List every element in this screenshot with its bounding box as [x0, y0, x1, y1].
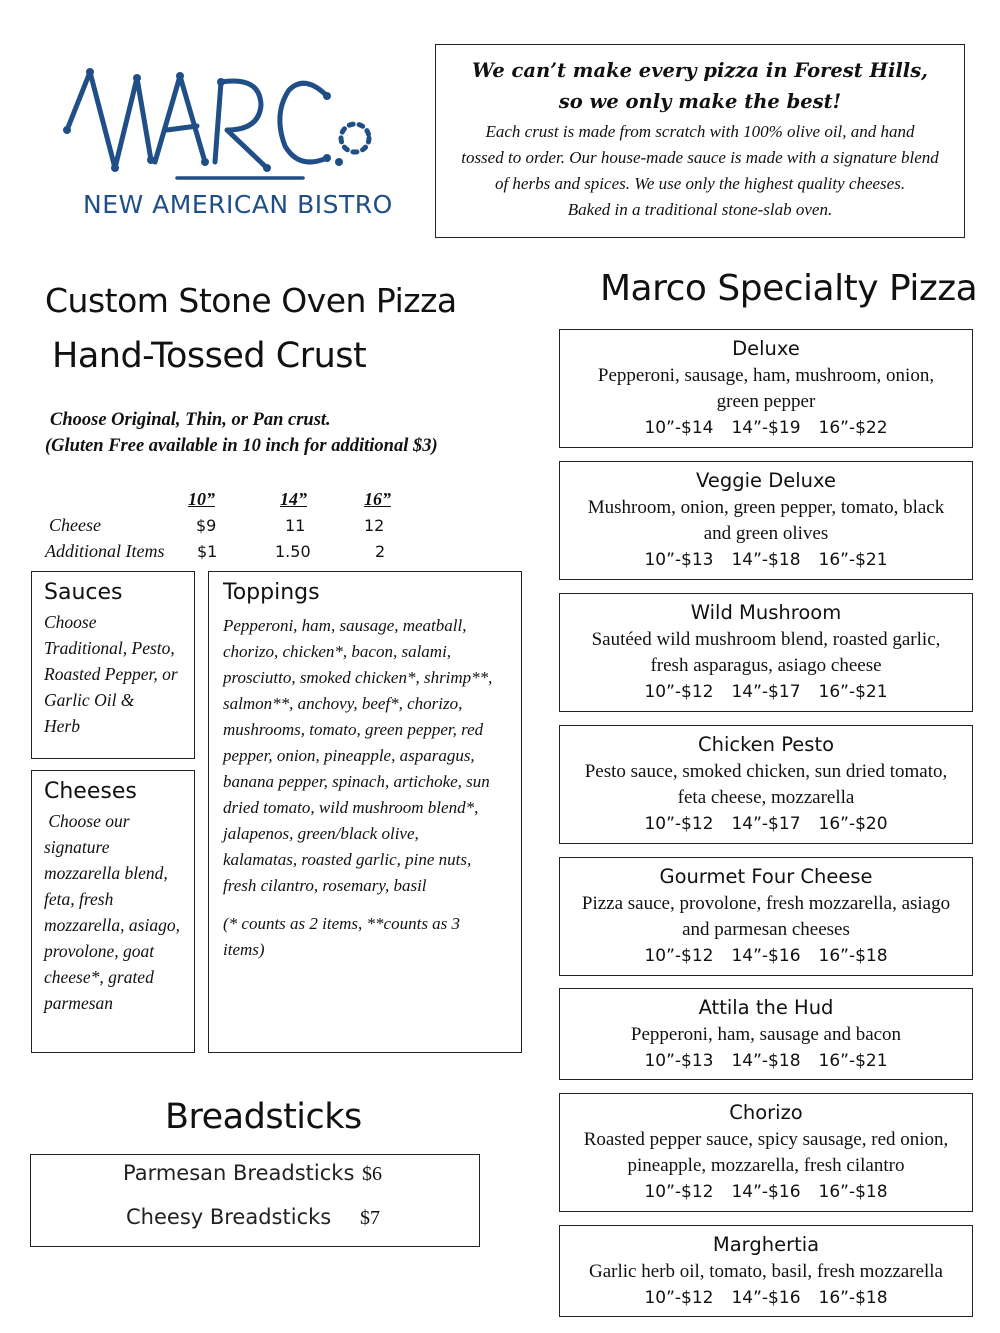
pizza-prices [560, 415, 972, 441]
toppings-line: fresh cilantro, rosemary, basil [223, 876, 427, 895]
price-14: 14”-$16 [731, 1288, 801, 1308]
intro-body [436, 119, 964, 223]
breadsticks-box [30, 1154, 480, 1247]
pizza-description: Pesto sauce, smoked chicken, sun dried tomato, [584, 761, 948, 782]
price-16: 16”-$18 [818, 1182, 888, 1202]
marco-logo-graphic [55, 50, 405, 200]
cheeses-line: parmesan [44, 993, 114, 1013]
sauces-line: Roasted Pepper, or [44, 664, 178, 684]
toppings-line: dried tomato, wild mushroom blend*, [223, 798, 479, 817]
toppings-note-line: items) [223, 940, 265, 959]
price-16: 16”-$21 [818, 550, 888, 570]
toppings-line: mushrooms, tomato, green pepper, red [223, 720, 484, 739]
specialty-pizza-card [559, 857, 973, 976]
pizza-prices [560, 811, 972, 837]
additional-price-14: 1.50 [275, 542, 311, 561]
pizza-description: Sautéed wild mushroom blend, roasted garlic, [591, 629, 941, 650]
pizza-prices [560, 943, 972, 969]
pizza-description: feta cheese, mozzarella [677, 787, 855, 808]
toppings-note [223, 911, 507, 963]
price-14: 14”-$16 [731, 1182, 801, 1202]
cheeses-line: mozzarella blend, [44, 863, 168, 883]
toppings-line: jalapenos, green/black olive, [223, 824, 419, 843]
cheeses-title: Cheeses [44, 779, 137, 804]
pizza-name: Deluxe [732, 337, 800, 360]
breadstick-name: Cheesy Breadsticks [126, 1205, 332, 1229]
price-14: 14”-$19 [731, 418, 801, 438]
pizza-prices [560, 1285, 972, 1311]
price-14: 14”-$17 [731, 682, 801, 702]
sauces-box [31, 571, 195, 759]
cheeses-line: provolone, goat [44, 941, 155, 961]
specialty-pizza-card [559, 461, 973, 580]
size-header-14: 14” [280, 489, 307, 509]
pizza-name: Marghertia [712, 1233, 820, 1256]
price-14: 14”-$18 [731, 1051, 801, 1071]
specialty-pizza-card [559, 1225, 973, 1317]
sauces-line: Herb [44, 716, 80, 736]
cheeses-box [31, 770, 195, 1053]
intro-headline-1: We can’t make every pizza in Forest Hills, [472, 59, 928, 82]
intro-headline-2: so we only make the best! [558, 90, 842, 113]
specialty-pizza-card [559, 988, 973, 1080]
toppings-line: prosciutto, smoked chicken*, shrimp**, [223, 668, 493, 687]
sauces-line: Choose [44, 612, 97, 632]
cheese-price-10: $9 [196, 516, 217, 535]
crust-title: Hand-Tossed Crust [52, 336, 367, 376]
breadstick-price: $7 [360, 1207, 380, 1229]
additional-price-10: $1 [197, 542, 218, 561]
intro-line: Baked in a traditional stone-slab oven. [567, 200, 833, 219]
sauces-title: Sauces [44, 580, 123, 605]
sauces-line: Garlic Oil & [44, 690, 135, 710]
pizza-name: Attila the Hud [698, 996, 834, 1019]
price-14: 14”-$17 [731, 814, 801, 834]
cheese-price-14: 11 [285, 516, 306, 535]
pizza-name: Gourmet Four Cheese [659, 865, 873, 888]
toppings-line: kalamatas, roasted garlic, pine nuts, [223, 850, 472, 869]
custom-pizza-title: Custom Stone Oven Pizza [45, 281, 457, 320]
additional-items-label: Additional Items [45, 541, 165, 561]
pizza-prices [560, 679, 972, 705]
cheeses-line: signature [44, 837, 110, 857]
logo-subtitle: NEW AMERICAN BISTRO [83, 190, 393, 219]
price-14: 14”-$16 [731, 946, 801, 966]
price-16: 16”-$18 [818, 946, 888, 966]
specialty-pizza-card [559, 725, 973, 844]
breadsticks-title: Breadsticks [165, 1097, 362, 1137]
pizza-description: Pizza sauce, provolone, fresh mozzarella, asiago [581, 893, 951, 914]
pizza-description: Pepperoni, sausage, ham, mushroom, onion, [597, 365, 935, 386]
cheese-price-16: 12 [364, 516, 385, 535]
price-16: 16”-$21 [818, 1051, 888, 1071]
price-10: 10”-$12 [644, 682, 714, 702]
pizza-name: Veggie Deluxe [696, 469, 836, 492]
pizza-description: Pepperoni, ham, sausage and bacon [630, 1024, 902, 1045]
pizza-description: Mushroom, onion, green pepper, tomato, black [587, 497, 945, 518]
breadstick-price: $6 [362, 1163, 382, 1185]
cheeses-line: mozzarella, asiago, [44, 915, 180, 935]
sauces-text [44, 609, 182, 739]
price-10: 10”-$14 [644, 418, 714, 438]
toppings-text [223, 613, 507, 899]
cheeses-line: cheese*, grated [44, 967, 154, 987]
cheese-label: Cheese [49, 515, 101, 535]
price-14: 14”-$18 [731, 550, 801, 570]
intro-box [435, 44, 965, 238]
price-16: 16”-$21 [818, 682, 888, 702]
price-10: 10”-$13 [644, 550, 714, 570]
pizza-name: Chicken Pesto [697, 733, 835, 756]
toppings-box [208, 571, 522, 1053]
pizza-name: Chorizo [729, 1101, 803, 1124]
intro-line: Each crust is made from scratch with 100% olive oil, and hand [485, 122, 915, 141]
specialty-pizza-card [559, 1093, 973, 1212]
toppings-title: Toppings [223, 580, 320, 605]
price-10: 10”-$12 [644, 946, 714, 966]
pizza-description: green pepper [716, 391, 816, 412]
breadstick-name: Parmesan Breadsticks [123, 1161, 355, 1185]
pizza-description: Roasted pepper sauce, spicy sausage, red onion, [583, 1129, 949, 1150]
pizza-description: and green olives [703, 523, 829, 544]
price-16: 16”-$22 [818, 418, 888, 438]
pizza-description: Garlic herb oil, tomato, basil, fresh mozzarella [588, 1261, 943, 1282]
intro-line: tossed to order. Our house-made sauce is made with a signature blend [461, 148, 939, 167]
specialty-pizza-card [559, 329, 973, 448]
pizza-name: Wild Mushroom [690, 601, 842, 624]
additional-price-16: 2 [375, 542, 386, 561]
gluten-free-note: (Gluten Free available in 10 inch for additional $3) [45, 436, 438, 456]
logo [55, 50, 405, 235]
toppings-line: chorizo, chicken*, bacon, salami, [223, 642, 452, 661]
intro-line: of herbs and spices. We use only the highest quality cheeses. [494, 174, 906, 193]
pizza-prices [560, 1179, 972, 1205]
sauces-line: Traditional, Pesto, [44, 638, 175, 658]
toppings-line: Pepperoni, ham, sausage, meatball, [223, 616, 467, 635]
toppings-line: banana pepper, spinach, artichoke, sun [223, 772, 490, 791]
price-10: 10”-$13 [644, 1051, 714, 1071]
pizza-description: and parmesan cheeses [682, 919, 850, 940]
price-10: 10”-$12 [644, 1288, 714, 1308]
pizza-description: pineapple, mozzarella, fresh cilantro [627, 1155, 905, 1176]
size-header-10: 10” [188, 489, 215, 509]
specialty-pizza-card [559, 593, 973, 712]
pizza-description: fresh asparagus, asiago cheese [650, 655, 882, 676]
specialty-title: Marco Specialty Pizza [600, 268, 978, 309]
cheeses-text [44, 808, 182, 1016]
toppings-line: pepper, onion, pineapple, asparagus, [223, 746, 475, 765]
price-16: 16”-$18 [818, 1288, 888, 1308]
cheeses-line: feta, fresh [44, 889, 114, 909]
pizza-prices [560, 547, 972, 573]
price-10: 10”-$12 [644, 814, 714, 834]
price-10: 10”-$12 [644, 1182, 714, 1202]
toppings-note-line: (* counts as 2 items, **counts as 3 [223, 914, 461, 933]
toppings-line: salmon**, anchovy, beef*, chorizo, [223, 694, 463, 713]
pizza-prices [560, 1048, 972, 1074]
size-header-16: 16” [364, 489, 391, 509]
crust-note: Choose Original, Thin, or Pan crust. [50, 410, 331, 430]
price-16: 16”-$20 [818, 814, 888, 834]
cheeses-line: Choose our [44, 811, 130, 831]
